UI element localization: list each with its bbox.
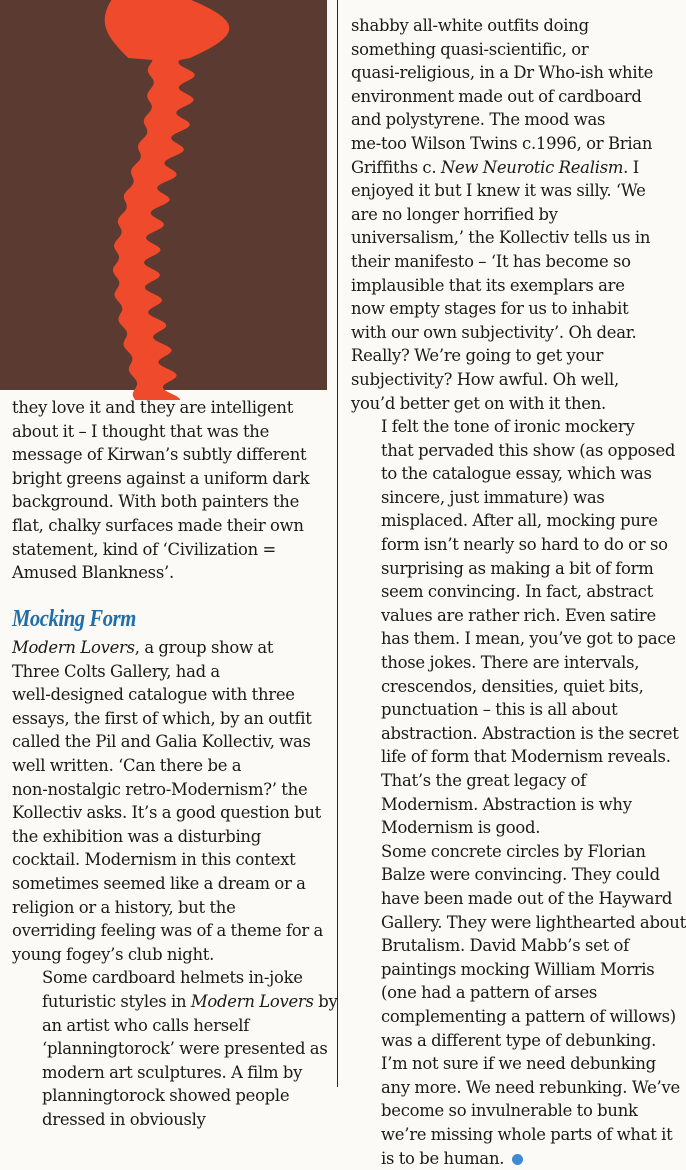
text-line: Some concrete circles by Florian: [351, 840, 686, 864]
italic-title: Modern: [12, 638, 76, 657]
text-line: Griffiths c. New Neurotic Realism. I: [351, 156, 686, 180]
text-line: punctuation – this is all about: [351, 698, 686, 722]
text-line: an artist who calls herself: [12, 1014, 338, 1038]
text-line: that pervaded this show (as opposed: [351, 439, 686, 463]
text-line: modern art sculptures. A film by: [12, 1061, 338, 1085]
text-line: their manifesto – ‘It has become so: [351, 250, 686, 274]
text-line: young fogey’s club night.: [12, 943, 338, 967]
text-line: life of form that Modernism reveals.: [351, 745, 686, 769]
text-line: something quasi-scientific, or: [351, 38, 686, 62]
text-line: statement, kind of ‘Civilization =: [12, 538, 309, 562]
text-line: (one had a pattern of arses: [351, 981, 686, 1005]
text-line: abstraction. Abstraction is the secret: [351, 722, 686, 746]
text-line: ‘planningtorock’ were presented as: [12, 1037, 338, 1061]
italic-title: Lovers: [259, 992, 313, 1011]
text-line: you’d better get on with it then.: [351, 392, 686, 416]
text-line: sometimes seemed like a dream or a: [12, 872, 338, 896]
text-line: with our own subjectivity’. Oh dear.: [351, 321, 686, 345]
text-line: is to be human.: [351, 1147, 686, 1170]
paragraph-ironic-mockery: [351, 415, 686, 840]
text-line: me-too Wilson Twins c.1996, or Brian: [351, 132, 686, 156]
paragraph-kollectiv: [351, 14, 686, 415]
text-line: to the catalogue essay, which was: [351, 462, 686, 486]
text-line: universalism,’ the Kollectiv tells us in: [351, 226, 686, 250]
text-line: was a different type of debunking.: [351, 1029, 686, 1053]
text-line: we’re missing whole parts of what it: [351, 1123, 686, 1147]
text-line: overriding feeling was of a theme for a: [12, 919, 338, 943]
text-line: well-designed catalogue with three: [12, 683, 338, 707]
text-line: That’s the great legacy of: [351, 769, 686, 793]
text-line: Modernism is good.: [351, 816, 686, 840]
paragraph-concrete-circles: [351, 840, 686, 1170]
painting-image: [0, 0, 327, 390]
italic-title: Lovers: [80, 638, 134, 657]
text-line: have been made out of the Hayward: [351, 887, 686, 911]
italic-title: Neurotic: [483, 158, 554, 177]
text-line: Brutalism. David Mabb’s set of: [351, 934, 686, 958]
text-line: about it – I thought that was the: [12, 420, 309, 444]
left-column-bottom-text: [12, 636, 338, 1131]
text-line: become so invulnerable to bunk: [351, 1099, 686, 1123]
italic-title: Realism: [559, 158, 624, 177]
text-line: quasi-religious, in a Dr Who-ish white: [351, 61, 686, 85]
text-line: crescendos, densities, quiet bits,: [351, 675, 686, 699]
text-line: well written. ‘Can there be a: [12, 754, 338, 778]
text-line: environment made out of cardboard: [351, 85, 686, 109]
text-line: Balze were convincing. They could: [351, 863, 686, 887]
text-line: message of Kirwan’s subtly different: [12, 443, 309, 467]
text-line: values are rather rich. Even satire: [351, 604, 686, 628]
text-line: they love it and they are intelligent: [12, 396, 309, 420]
text-line: Kollectiv asks. It’s a good question but: [12, 801, 338, 825]
text-line: I’m not sure if we need debunking: [351, 1052, 686, 1076]
text-line: now empty stages for us to inhabit: [351, 297, 686, 321]
text-line: those jokes. There are intervals,: [351, 651, 686, 675]
text-line: implausible that its exemplars are: [351, 274, 686, 298]
text-line: background. With both painters the: [12, 490, 309, 514]
text-line: surprising as making a bit of form: [351, 557, 686, 581]
text-line: has them. I mean, you’ve got to pace: [351, 627, 686, 651]
left-column-top-text: [12, 396, 309, 585]
text-line: are no longer horrified by: [351, 203, 686, 227]
text-line: Some cardboard helmets in-joke: [12, 966, 338, 990]
text-line: futuristic styles in Modern Lovers by: [12, 990, 338, 1014]
paragraph-kirwan: [12, 396, 309, 585]
right-column-text: [351, 14, 686, 1170]
text-line: essays, the first of which, by an outfit: [12, 707, 338, 731]
italic-title: Modern: [191, 992, 255, 1011]
text-line: I felt the tone of ironic mockery: [351, 415, 686, 439]
paragraph-helmets: [12, 966, 338, 1131]
text-line: bright greens against a uniform dark: [12, 467, 309, 491]
text-line: sincere, just immature) was: [351, 486, 686, 510]
text-line: planningtorock showed people: [12, 1084, 338, 1108]
text-line: cocktail. Modernism in this context: [12, 848, 338, 872]
text-line: Three Colts Gallery, had a: [12, 660, 338, 684]
text-line: complementing a pattern of willows): [351, 1005, 686, 1029]
text-line: enjoyed it but I knew it was silly. ‘We: [351, 179, 686, 203]
italic-title: New: [441, 158, 478, 177]
text-line: paintings mocking William Morris: [351, 958, 686, 982]
text-line: misplaced. After all, mocking pure: [351, 509, 686, 533]
text-line: subjectivity? How awful. Oh well,: [351, 368, 686, 392]
text-line: Really? We’re going to get your: [351, 344, 686, 368]
paragraph-modern-lovers: [12, 636, 338, 966]
section-heading: Mocking Form: [12, 605, 136, 633]
text-line: the exhibition was a disturbing: [12, 825, 338, 849]
text-line: flat, chalky surfaces made their own: [12, 514, 309, 538]
text-line: dressed in obviously: [12, 1108, 338, 1132]
text-line: Gallery. They were lighthearted about: [351, 911, 686, 935]
text-line: Modernism. Abstraction is why: [351, 793, 686, 817]
text-line: non-nostalgic retro-Modernism?’ the: [12, 778, 338, 802]
end-mark-icon: [512, 1154, 523, 1165]
text-line: form isn’t nearly so hard to do or so: [351, 533, 686, 557]
text-line: Amused Blankness’.: [12, 561, 309, 585]
text-line: any more. We need rebunking. We’ve: [351, 1076, 686, 1100]
text-line: religion or a history, but the: [12, 896, 338, 920]
orange-wave-painting-icon: [0, 0, 327, 390]
text-line: Modern Lovers, a group show at: [12, 636, 338, 660]
text-line: called the Pil and Galia Kollectiv, was: [12, 730, 338, 754]
text-line: and polystyrene. The mood was: [351, 108, 686, 132]
text-line: shabby all-white outfits doing: [351, 14, 686, 38]
text-line: seem convincing. In fact, abstract: [351, 580, 686, 604]
